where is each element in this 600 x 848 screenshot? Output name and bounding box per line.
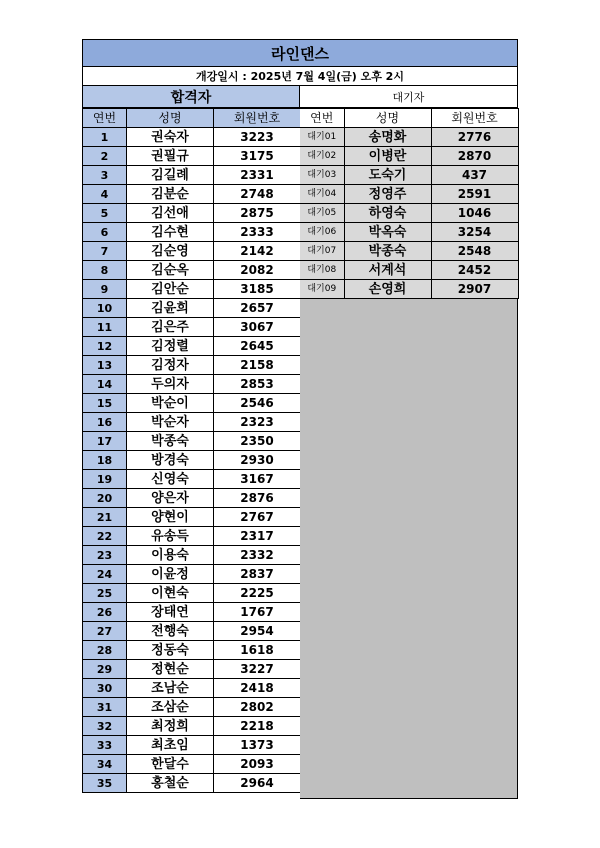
member-name: 두의자 bbox=[127, 375, 214, 394]
accepted-row bbox=[83, 299, 301, 318]
member-name: 도숙기 bbox=[344, 166, 431, 185]
waitlist-heading: 대기자 bbox=[300, 86, 518, 108]
accepted-row bbox=[83, 546, 301, 565]
accepted-row bbox=[83, 470, 301, 489]
member-number: 2452 bbox=[431, 261, 518, 280]
row-index: 1 bbox=[83, 128, 127, 147]
row-index: 34 bbox=[83, 755, 127, 774]
accepted-row bbox=[83, 204, 301, 223]
member-number: 1373 bbox=[214, 736, 301, 755]
member-name: 조삼순 bbox=[127, 698, 214, 717]
header-name: 성명 bbox=[344, 109, 431, 128]
member-name: 박종숙 bbox=[344, 242, 431, 261]
member-name: 정영주 bbox=[344, 185, 431, 204]
member-name: 정현순 bbox=[127, 660, 214, 679]
row-index: 29 bbox=[83, 660, 127, 679]
member-name: 김은주 bbox=[127, 318, 214, 337]
accepted-section bbox=[82, 86, 300, 799]
member-name: 하영숙 bbox=[344, 204, 431, 223]
member-name: 박순자 bbox=[127, 413, 214, 432]
waitlist-row bbox=[300, 128, 518, 147]
member-name: 김순영 bbox=[127, 242, 214, 261]
row-index: 8 bbox=[83, 261, 127, 280]
member-name: 방경숙 bbox=[127, 451, 214, 470]
member-name: 양현이 bbox=[127, 508, 214, 527]
row-index: 대기09 bbox=[300, 280, 344, 299]
member-number: 2657 bbox=[214, 299, 301, 318]
member-number: 1618 bbox=[214, 641, 301, 660]
member-number: 3185 bbox=[214, 280, 301, 299]
member-number: 3254 bbox=[431, 223, 518, 242]
member-name: 신영숙 bbox=[127, 470, 214, 489]
member-number: 3067 bbox=[214, 318, 301, 337]
member-number: 2323 bbox=[214, 413, 301, 432]
member-name: 최정희 bbox=[127, 717, 214, 736]
accepted-row bbox=[83, 527, 301, 546]
member-name: 정동숙 bbox=[127, 641, 214, 660]
member-name: 김길례 bbox=[127, 166, 214, 185]
member-number: 2332 bbox=[214, 546, 301, 565]
accepted-row bbox=[83, 755, 301, 774]
accepted-row bbox=[83, 774, 301, 793]
member-number: 2591 bbox=[431, 185, 518, 204]
row-index: 6 bbox=[83, 223, 127, 242]
row-index: 대기08 bbox=[300, 261, 344, 280]
member-number: 2350 bbox=[214, 432, 301, 451]
waitlist-row bbox=[300, 261, 518, 280]
accepted-row bbox=[83, 603, 301, 622]
member-number: 2142 bbox=[214, 242, 301, 261]
member-name: 손영희 bbox=[344, 280, 431, 299]
accepted-row bbox=[83, 565, 301, 584]
member-number: 3175 bbox=[214, 147, 301, 166]
row-index: 16 bbox=[83, 413, 127, 432]
member-name: 한달수 bbox=[127, 755, 214, 774]
accepted-row bbox=[83, 185, 301, 204]
waitlist-header-row bbox=[300, 109, 518, 128]
accepted-row bbox=[83, 280, 301, 299]
start-date-line: 개강일시 : 2025년 7월 4일(금) 오후 2시 bbox=[82, 67, 518, 86]
member-name: 김정자 bbox=[127, 356, 214, 375]
member-number: 1046 bbox=[431, 204, 518, 223]
member-number: 2954 bbox=[214, 622, 301, 641]
header-name: 성명 bbox=[127, 109, 214, 128]
accepted-row bbox=[83, 717, 301, 736]
member-number: 2093 bbox=[214, 755, 301, 774]
member-name: 이윤정 bbox=[127, 565, 214, 584]
waitlist-row bbox=[300, 242, 518, 261]
row-index: 11 bbox=[83, 318, 127, 337]
member-name: 유송득 bbox=[127, 527, 214, 546]
row-index: 10 bbox=[83, 299, 127, 318]
member-name: 김정렬 bbox=[127, 337, 214, 356]
member-number: 2418 bbox=[214, 679, 301, 698]
row-index: 17 bbox=[83, 432, 127, 451]
accepted-row bbox=[83, 679, 301, 698]
member-name: 김분순 bbox=[127, 185, 214, 204]
accepted-row bbox=[83, 584, 301, 603]
accepted-row bbox=[83, 318, 301, 337]
row-index: 23 bbox=[83, 546, 127, 565]
row-index: 대기03 bbox=[300, 166, 344, 185]
member-name: 조남순 bbox=[127, 679, 214, 698]
row-index: 31 bbox=[83, 698, 127, 717]
accepted-header-row bbox=[83, 109, 301, 128]
member-name: 박옥숙 bbox=[344, 223, 431, 242]
waitlist-row bbox=[300, 223, 518, 242]
accepted-heading: 합격자 bbox=[82, 86, 300, 108]
member-name: 권필규 bbox=[127, 147, 214, 166]
member-name: 김선애 bbox=[127, 204, 214, 223]
accepted-row bbox=[83, 413, 301, 432]
row-index: 32 bbox=[83, 717, 127, 736]
row-index: 7 bbox=[83, 242, 127, 261]
member-name: 양은자 bbox=[127, 489, 214, 508]
row-index: 20 bbox=[83, 489, 127, 508]
row-index: 33 bbox=[83, 736, 127, 755]
row-index: 18 bbox=[83, 451, 127, 470]
member-number: 2317 bbox=[214, 527, 301, 546]
row-index: 26 bbox=[83, 603, 127, 622]
member-number: 3227 bbox=[214, 660, 301, 679]
waitlist-row bbox=[300, 204, 518, 223]
row-index: 35 bbox=[83, 774, 127, 793]
member-name: 김순옥 bbox=[127, 261, 214, 280]
row-index: 대기05 bbox=[300, 204, 344, 223]
header-member-no: 회원번호 bbox=[431, 109, 518, 128]
row-index: 22 bbox=[83, 527, 127, 546]
row-index: 5 bbox=[83, 204, 127, 223]
accepted-row bbox=[83, 641, 301, 660]
member-number: 2645 bbox=[214, 337, 301, 356]
header-member-no: 회원번호 bbox=[214, 109, 301, 128]
row-index: 24 bbox=[83, 565, 127, 584]
member-number: 2964 bbox=[214, 774, 301, 793]
accepted-row bbox=[83, 166, 301, 185]
class-title: 라인댄스 bbox=[82, 39, 518, 67]
waitlist-row bbox=[300, 147, 518, 166]
row-index: 21 bbox=[83, 508, 127, 527]
row-index: 19 bbox=[83, 470, 127, 489]
member-name: 권숙자 bbox=[127, 128, 214, 147]
member-number: 2158 bbox=[214, 356, 301, 375]
member-name: 송명화 bbox=[344, 128, 431, 147]
member-number: 2548 bbox=[431, 242, 518, 261]
accepted-row bbox=[83, 128, 301, 147]
member-number: 2853 bbox=[214, 375, 301, 394]
member-name: 박종숙 bbox=[127, 432, 214, 451]
member-number: 2802 bbox=[214, 698, 301, 717]
member-number: 2837 bbox=[214, 565, 301, 584]
member-name: 전행숙 bbox=[127, 622, 214, 641]
member-number: 2082 bbox=[214, 261, 301, 280]
member-name: 최초임 bbox=[127, 736, 214, 755]
member-number: 2930 bbox=[214, 451, 301, 470]
row-index: 27 bbox=[83, 622, 127, 641]
member-number: 2331 bbox=[214, 166, 301, 185]
member-name: 김수현 bbox=[127, 223, 214, 242]
accepted-table bbox=[82, 108, 301, 793]
row-index: 4 bbox=[83, 185, 127, 204]
row-index: 25 bbox=[83, 584, 127, 603]
member-number: 2767 bbox=[214, 508, 301, 527]
accepted-row bbox=[83, 622, 301, 641]
accepted-row bbox=[83, 147, 301, 166]
accepted-row bbox=[83, 451, 301, 470]
member-number: 2907 bbox=[431, 280, 518, 299]
row-index: 대기07 bbox=[300, 242, 344, 261]
accepted-row bbox=[83, 375, 301, 394]
accepted-row bbox=[83, 394, 301, 413]
member-number: 437 bbox=[431, 166, 518, 185]
waitlist-row bbox=[300, 185, 518, 204]
member-number: 3223 bbox=[214, 128, 301, 147]
member-number: 2876 bbox=[214, 489, 301, 508]
empty-gray-area bbox=[300, 299, 518, 799]
accepted-row bbox=[83, 698, 301, 717]
row-index: 대기02 bbox=[300, 147, 344, 166]
row-index: 13 bbox=[83, 356, 127, 375]
row-index: 3 bbox=[83, 166, 127, 185]
waitlist-row bbox=[300, 166, 518, 185]
row-index: 9 bbox=[83, 280, 127, 299]
waitlist-row bbox=[300, 280, 518, 299]
accepted-row bbox=[83, 223, 301, 242]
member-number: 2218 bbox=[214, 717, 301, 736]
accepted-row bbox=[83, 242, 301, 261]
waitlist-table bbox=[300, 108, 519, 299]
member-number: 2225 bbox=[214, 584, 301, 603]
member-number: 2870 bbox=[431, 147, 518, 166]
member-number: 2875 bbox=[214, 204, 301, 223]
member-number: 2333 bbox=[214, 223, 301, 242]
row-index: 대기04 bbox=[300, 185, 344, 204]
accepted-row bbox=[83, 432, 301, 451]
member-name: 장태연 bbox=[127, 603, 214, 622]
accepted-row bbox=[83, 508, 301, 527]
row-index: 28 bbox=[83, 641, 127, 660]
header-index: 연번 bbox=[83, 109, 127, 128]
row-index: 12 bbox=[83, 337, 127, 356]
member-name: 박순이 bbox=[127, 394, 214, 413]
row-index: 2 bbox=[83, 147, 127, 166]
row-index: 대기06 bbox=[300, 223, 344, 242]
member-name: 이현숙 bbox=[127, 584, 214, 603]
member-name: 김윤희 bbox=[127, 299, 214, 318]
accepted-row bbox=[83, 736, 301, 755]
member-number: 2776 bbox=[431, 128, 518, 147]
accepted-row bbox=[83, 660, 301, 679]
member-name: 이병란 bbox=[344, 147, 431, 166]
accepted-row bbox=[83, 261, 301, 280]
member-name: 이용숙 bbox=[127, 546, 214, 565]
member-number: 3167 bbox=[214, 470, 301, 489]
member-name: 서계석 bbox=[344, 261, 431, 280]
member-name: 홍철순 bbox=[127, 774, 214, 793]
member-name: 김안순 bbox=[127, 280, 214, 299]
row-index: 15 bbox=[83, 394, 127, 413]
member-number: 2748 bbox=[214, 185, 301, 204]
accepted-row bbox=[83, 356, 301, 375]
roster-sheet bbox=[82, 39, 518, 799]
accepted-row bbox=[83, 337, 301, 356]
row-index: 14 bbox=[83, 375, 127, 394]
accepted-row bbox=[83, 489, 301, 508]
member-number: 1767 bbox=[214, 603, 301, 622]
header-index: 연번 bbox=[300, 109, 344, 128]
row-index: 대기01 bbox=[300, 128, 344, 147]
row-index: 30 bbox=[83, 679, 127, 698]
waitlist-section bbox=[300, 86, 518, 799]
member-number: 2546 bbox=[214, 394, 301, 413]
